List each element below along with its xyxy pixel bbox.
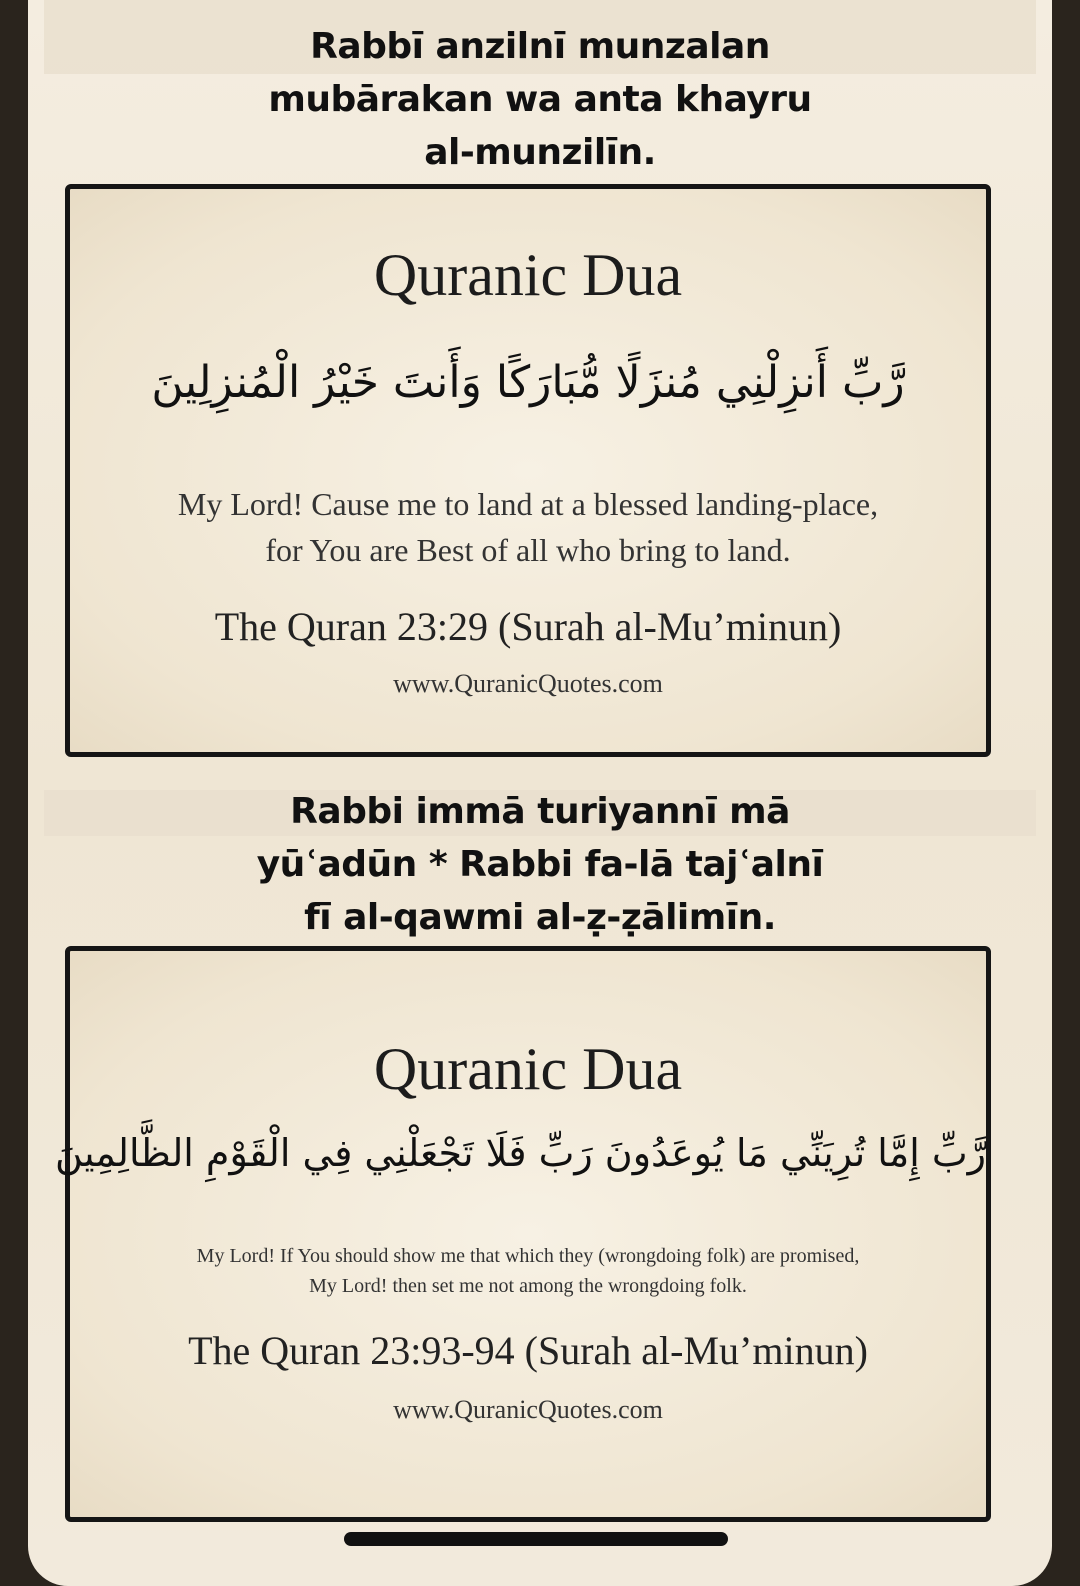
translation-line: My Lord! If You should show me that which they (wrongdoing folk) are promised, bbox=[196, 1245, 860, 1267]
verse-reference: The Quran 23:29 (Surah al-Mu’minun) bbox=[214, 604, 842, 649]
verse-reference: The Quran 23:93-94 (Surah al-Mu’minun) bbox=[188, 1328, 868, 1373]
home-indicator[interactable] bbox=[344, 1532, 728, 1546]
dua-card-2 bbox=[55, 946, 991, 1522]
arabic-verse: رَّبِّ أَنزِلْنِي مُنزَلًا مُّبَارَكًا وَأَنتَ خَيْرُ الْمُنزِلِينَ bbox=[151, 357, 905, 408]
transliteration-caption-1 bbox=[28, 20, 1052, 179]
caption-line: mubārakan wa anta khayru bbox=[268, 79, 812, 120]
card-title: Quranic Dua bbox=[373, 1036, 683, 1102]
dua-card-1 bbox=[65, 184, 991, 757]
translation-line: My Lord! Cause me to land at a blessed landing-place, bbox=[177, 486, 879, 522]
caption-line: fī al-qawmi al-ẓ-ẓālimīn. bbox=[304, 897, 776, 938]
transliteration-caption-2 bbox=[28, 785, 1052, 944]
website-url: www.QuranicQuotes.com bbox=[393, 1395, 663, 1424]
translation bbox=[70, 481, 986, 573]
website-url: www.QuranicQuotes.com bbox=[393, 669, 663, 698]
screenshot-page bbox=[28, 0, 1052, 1586]
card-title: Quranic Dua bbox=[373, 242, 683, 308]
arabic-verse: رَّبِّ إِمَّا تُرِيَنِّي مَا يُوعَدُونَ رَبِّ فَلَا تَجْعَلْنِي فِي الْقَوْمِ الظَّالِمِينَ bbox=[55, 1131, 986, 1175]
caption-line: Rabbi immā turiyannī mā bbox=[290, 791, 790, 832]
caption-line: Rabbī anzilnī munzalan bbox=[310, 26, 770, 67]
caption-line: al-munzilīn. bbox=[424, 132, 656, 173]
translation bbox=[70, 1241, 986, 1301]
caption-line: yūʿadūn * Rabbi fa-lā tajʿalnī bbox=[256, 844, 824, 885]
translation-line: My Lord! then set me not among the wrongdoing folk. bbox=[309, 1275, 747, 1297]
translation-line: for You are Best of all who bring to land. bbox=[265, 532, 791, 568]
